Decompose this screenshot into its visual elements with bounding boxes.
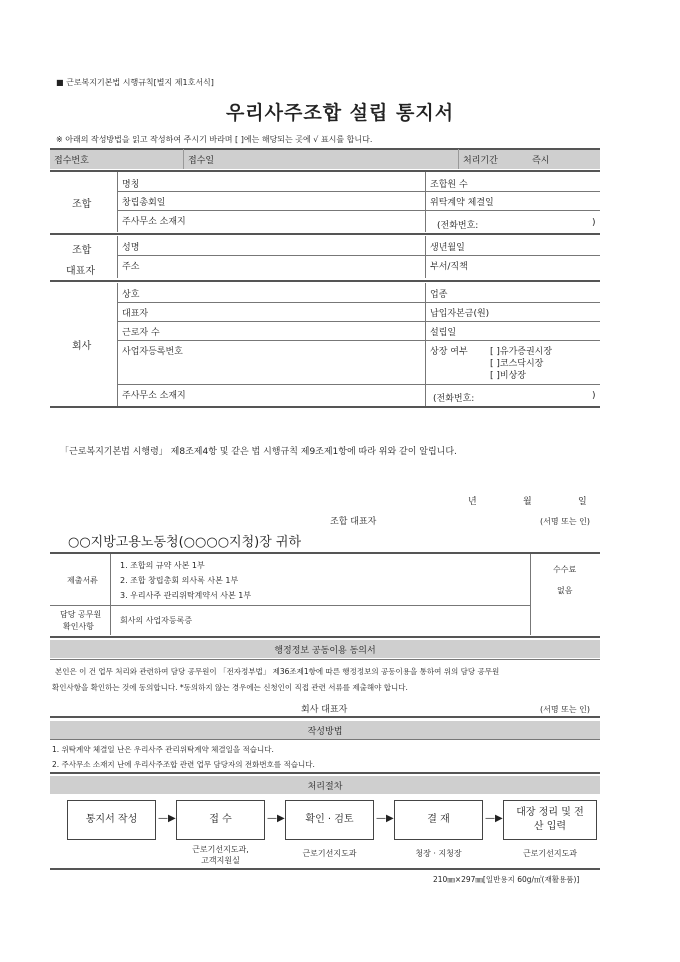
- company-employees-label: 근로자 수: [122, 328, 160, 338]
- process-step-write: 통지서 작성: [67, 800, 156, 840]
- company-biz-no-label: 사업자등록번호: [122, 347, 183, 357]
- process-step-receipt: 접 수: [176, 800, 265, 840]
- document-item-2: 2. 조합 창립총회 의사록 사본 1부: [120, 576, 239, 585]
- representative-label-line2: 대표자: [66, 266, 95, 277]
- receipt-number-label: 접수번호: [54, 156, 89, 166]
- process-header: 처리절차: [307, 782, 343, 792]
- official-check-label-line2: 확인사항: [63, 622, 94, 631]
- documents-label: 제출서류: [67, 576, 98, 585]
- listing-option-kospi[interactable]: [ ]유가증권시장: [490, 347, 553, 357]
- listing-option-kosdaq[interactable]: [ ]코스닥시장: [490, 359, 544, 369]
- date-day-label: 일: [578, 497, 587, 507]
- official-check-label-line1: 담당 공무원: [60, 610, 102, 619]
- document-item-3: 3. 우리사주 관리위탁계약서 사본 1부: [120, 591, 252, 600]
- arrow-right-icon: —▶: [158, 813, 176, 824]
- processing-period-value: 즉시: [532, 156, 550, 166]
- form-reference: ■ 근로복지기본법 시행규칙[별지 제1호서식]: [56, 78, 214, 87]
- process-step-review: 확인 · 검토: [285, 800, 374, 840]
- addressee: ○○지방고용노동청(○○○○지청)장 귀하: [68, 535, 302, 550]
- fee-label: 수수료: [553, 565, 577, 574]
- company-established-label: 설립일: [430, 328, 457, 338]
- process-owner-receipt: 근로기선지도과, 고객지원실: [192, 845, 249, 865]
- company-listing-label: 상장 여부: [430, 347, 468, 357]
- consent-text-line2: 확인사항을 확인하는 것에 동의합니다. *동의하지 않는 경우에는 신청인이 직접 관련 서류를 제출해야 합니다.: [52, 683, 408, 692]
- date-month-label: 월: [523, 497, 532, 507]
- instruction-note: ※ 아래의 작성방법을 읽고 작성하여 주시기 바라며 [ ]에는 해당되는 곳에 √ 표시를 합니다.: [56, 135, 373, 144]
- company-industry-label: 업종: [430, 290, 448, 300]
- document-item-1: 1. 조합의 규약 사본 1부: [120, 561, 205, 570]
- founding-meeting-label: 창립총회일: [122, 198, 166, 208]
- consent-text-line1: 본인은 이 건 업무 처리와 관련하여 담당 공무원이 「전자정부법」 제36조제1항에 따른 행정정보의 공동이용을 통하여 위의 담당 공무원: [55, 667, 500, 676]
- representative-label-line1: 조합: [72, 245, 92, 256]
- date-year-label: 년: [468, 497, 477, 507]
- union-members-label: 조합원 수: [430, 180, 468, 190]
- listing-option-unlisted[interactable]: [ ]비상장: [490, 371, 526, 381]
- howto-item-1: 1. 위탁계약 체결일 난은 우리사주 관리위탁계약 체결일을 적습니다.: [52, 745, 274, 754]
- legal-statement: 「근로복지기본법 시행령」 제8조제4항 및 같은 법 시행규칙 제9조제1항에 따라 위와 같이 알립니다.: [60, 447, 457, 457]
- arrow-right-icon: —▶: [267, 813, 285, 824]
- rep-birth-label: 생년월일: [430, 243, 465, 253]
- consent-signer-label: 회사 대표자: [301, 705, 348, 715]
- company-ceo-label: 대표자: [122, 309, 149, 319]
- process-step-approval: 결 재: [394, 800, 483, 840]
- process-owner-review: 근로기선지도과: [302, 849, 357, 858]
- company-address-label: 주사무소 소재지: [122, 391, 186, 401]
- company-section-label: 회사: [72, 341, 92, 352]
- page-title: 우리사주조합 설립 통지서: [225, 102, 455, 124]
- howto-item-2: 2. 주사무소 소재지 난에 우리사주조합 관련 업무 담당자의 전화번호를 적습니다.: [52, 760, 315, 769]
- company-trade-name-label: 상호: [122, 290, 140, 300]
- processing-period-label: 처리기간: [463, 156, 498, 166]
- arrow-right-icon: —▶: [376, 813, 394, 824]
- union-phone-close: ): [592, 218, 596, 228]
- signature-hint: (서명 또는 인): [540, 517, 590, 526]
- union-phone-label: (전화번호:: [437, 221, 479, 231]
- union-section-label: 조합: [72, 199, 92, 210]
- howto-header: 작성방법: [307, 727, 343, 737]
- receipt-header-row: [50, 149, 600, 169]
- consent-header: 행정정보 공동이용 동의서: [274, 646, 376, 656]
- paper-spec: 210㎜×297㎜[일반용지 60g/㎡(재활용품)]: [433, 875, 580, 884]
- rep-name-label: 성명: [122, 243, 140, 253]
- company-phone-close: ): [592, 391, 596, 401]
- process-owner-approval: 청장 · 지청장: [415, 849, 462, 858]
- company-capital-label: 납입자본금(원): [430, 309, 490, 319]
- official-check-item: 회사의 사업자등록증: [120, 616, 193, 625]
- arrow-right-icon: —▶: [485, 813, 503, 824]
- union-name-label: 명칭: [122, 180, 140, 190]
- signature-label: 조합 대표자: [330, 517, 377, 527]
- process-step-register: 대장 정리 및 전산 입력: [503, 800, 597, 840]
- consent-sign-hint: (서명 또는 인): [540, 705, 590, 714]
- rep-address-label: 주소: [122, 262, 140, 272]
- fee-value: 없음: [557, 586, 573, 595]
- company-phone-label: (전화번호:: [433, 394, 475, 404]
- process-owner-register: 근로기선지도과: [522, 849, 578, 858]
- union-address-label: 주사무소 소재지: [122, 217, 186, 227]
- receipt-date-label: 접수일: [188, 156, 215, 166]
- trust-contract-label: 위탁계약 체결일: [430, 198, 494, 208]
- rep-dept-label: 부서/직책: [430, 262, 468, 272]
